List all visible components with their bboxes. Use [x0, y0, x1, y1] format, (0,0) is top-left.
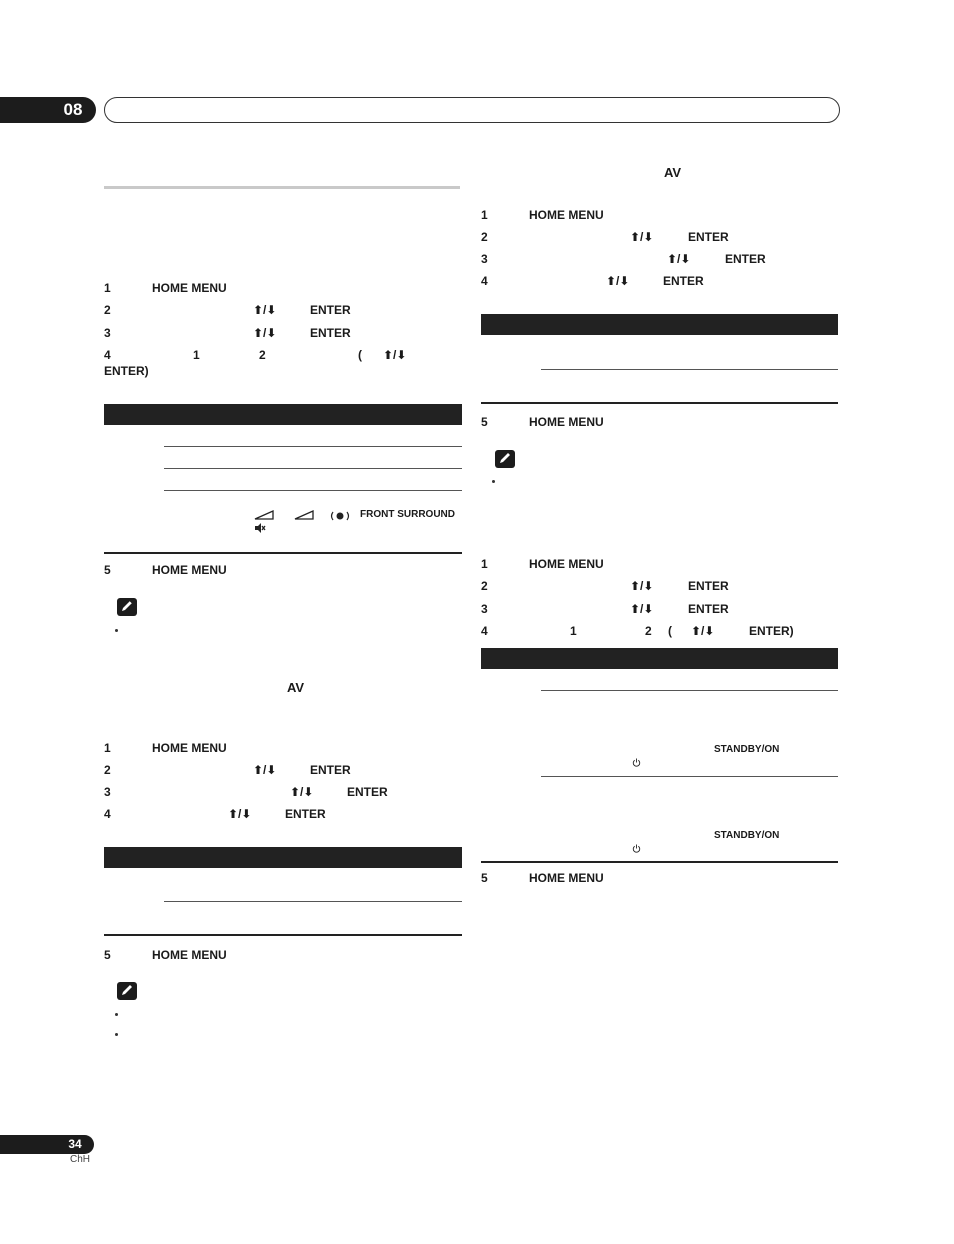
section-divider [104, 186, 460, 189]
enter-key: ENTER) [104, 364, 149, 378]
power-icon [632, 758, 641, 767]
arrow-keys: ⬆/⬇ [691, 624, 715, 638]
home-menu-key: HOME MENU [152, 563, 227, 577]
paren-open: ( [668, 624, 672, 638]
enter-key: ENTER [688, 602, 729, 616]
table-bottom-rule [481, 861, 838, 863]
chapter-title-bar [104, 97, 840, 123]
step-number: 3 [481, 252, 488, 266]
step-number: 2 [104, 763, 111, 777]
home-menu-key: HOME MENU [529, 415, 604, 429]
table-bottom-rule [481, 402, 838, 404]
av-heading: AV [287, 680, 305, 695]
arrow-keys: ⬆/⬇ [606, 274, 630, 288]
step-number: 1 [104, 741, 111, 755]
arrow-keys: ⬆/⬇ [383, 348, 407, 362]
option-number: 1 [570, 624, 577, 638]
table-row-divider [164, 901, 462, 902]
home-menu-key: HOME MENU [152, 948, 227, 962]
table-row-divider [164, 446, 462, 447]
step-number: 5 [104, 948, 111, 962]
step-number: 5 [481, 871, 488, 885]
arrow-keys: ⬆/⬇ [630, 579, 654, 593]
enter-key: ENTER [725, 252, 766, 266]
option-number: 2 [259, 348, 266, 362]
standby-on-key: STANDBY/ON [714, 830, 780, 841]
option-number: 2 [645, 624, 652, 638]
enter-key: ENTER [310, 763, 351, 777]
table-row-divider [541, 776, 838, 777]
enter-key: ENTER) [749, 624, 794, 638]
surround-icon [330, 511, 350, 521]
table-header [481, 314, 838, 335]
arrow-keys: ⬆/⬇ [630, 230, 654, 244]
standby-on-key: STANDBY/ON [714, 744, 780, 755]
arrow-keys: ⬆/⬇ [290, 785, 314, 799]
language-code: ChH [70, 1154, 91, 1165]
step-number: 3 [104, 326, 111, 340]
table-header [481, 648, 838, 669]
enter-key: ENTER [285, 807, 326, 821]
step-number: 3 [481, 602, 488, 616]
step-number: 4 [104, 807, 111, 821]
mute-icon [254, 522, 266, 534]
home-menu-key: HOME MENU [152, 281, 227, 295]
table-header [104, 404, 462, 425]
home-menu-key: HOME MENU [529, 208, 604, 222]
home-menu-key: HOME MENU [529, 557, 604, 571]
arrow-keys: ⬆/⬇ [253, 303, 277, 317]
step-number: 3 [104, 785, 111, 799]
table-bottom-rule [104, 934, 462, 936]
bullet [115, 1033, 118, 1036]
arrow-keys: ⬆/⬇ [253, 763, 277, 777]
arrow-keys: ⬆/⬇ [630, 602, 654, 616]
enter-key: ENTER [310, 326, 351, 340]
note-pencil-icon [117, 598, 137, 616]
step-number: 1 [481, 208, 488, 222]
step-number: 1 [481, 557, 488, 571]
arrow-keys: ⬆/⬇ [228, 807, 252, 821]
av-heading: AV [664, 165, 682, 180]
power-icon [632, 844, 641, 853]
step-number: 2 [481, 230, 488, 244]
front-surround-label: FRONT SURROUND [360, 509, 455, 520]
arrow-keys: ⬆/⬇ [253, 326, 277, 340]
step-number: 5 [104, 563, 111, 577]
enter-key: ENTER [688, 230, 729, 244]
step-number: 4 [481, 624, 488, 638]
page-number: 34 [68, 1137, 82, 1151]
home-menu-key: HOME MENU [152, 741, 227, 755]
step-number: 4 [481, 274, 488, 288]
note-pencil-icon [495, 450, 515, 468]
volume-down-icon [254, 510, 274, 520]
chapter-number: 08 [63, 100, 83, 119]
arrow-keys: ⬆/⬇ [667, 252, 691, 266]
table-row-divider [541, 369, 838, 370]
option-number: 1 [193, 348, 200, 362]
step-number: 4 [104, 348, 111, 362]
step-number: 2 [104, 303, 111, 317]
step-number: 1 [104, 281, 111, 295]
bullet [492, 480, 495, 483]
enter-key: ENTER [688, 579, 729, 593]
bullet [115, 629, 118, 632]
note-pencil-icon [117, 982, 137, 1000]
step-number: 2 [481, 579, 488, 593]
enter-key: ENTER [310, 303, 351, 317]
bullet [115, 1013, 118, 1016]
step-number: 5 [481, 415, 488, 429]
table-row-divider [164, 490, 462, 491]
volume-up-icon [294, 510, 314, 520]
table-header [104, 847, 462, 868]
enter-key: ENTER [347, 785, 388, 799]
paren-open: ( [358, 348, 362, 362]
enter-key: ENTER [663, 274, 704, 288]
table-row-divider [541, 690, 838, 691]
table-bottom-rule [104, 552, 462, 554]
table-row-divider [164, 468, 462, 469]
home-menu-key: HOME MENU [529, 871, 604, 885]
